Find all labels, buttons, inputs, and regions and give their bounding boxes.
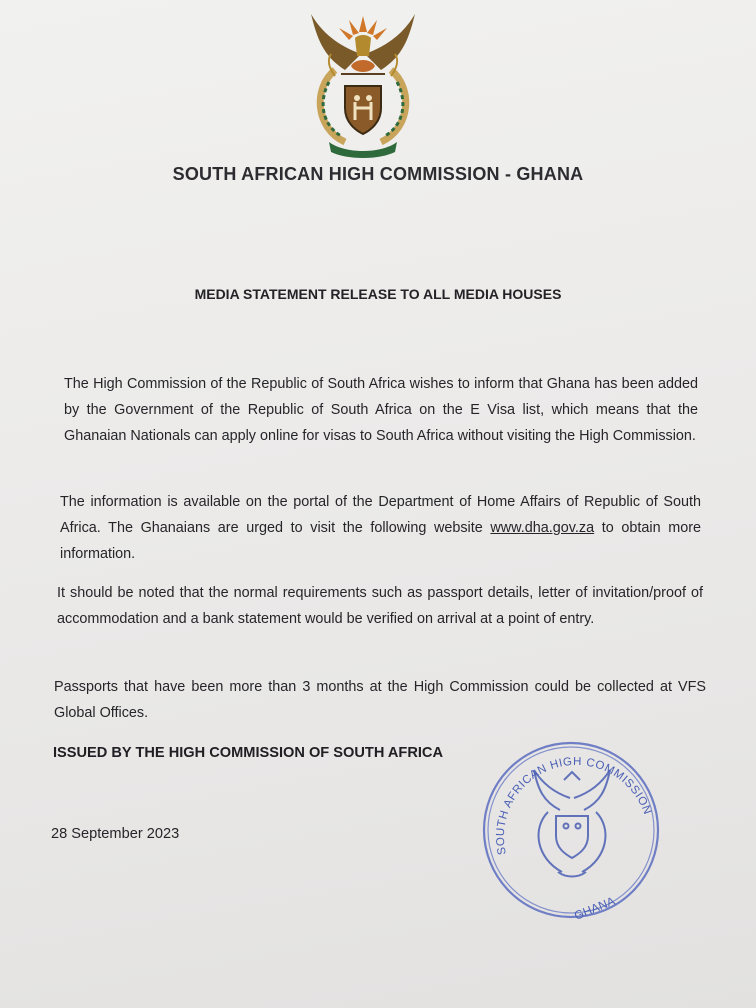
letterhead-title: SOUTH AFRICAN HIGH COMMISSION - GHANA <box>172 164 584 184</box>
stamp-location: GHANA <box>572 893 617 923</box>
right-wing <box>365 14 415 70</box>
paragraph-portal-text-before: The information is available on the portal of the Department of Home Affairs of Republic of South Africa. The Ghanaians are urged to visit the following website <box>60 494 701 536</box>
paragraph-portal <box>60 489 701 567</box>
stamp-text: SOUTH AFRICAN HIGH COMMISSION <box>494 755 654 856</box>
protea <box>351 60 375 72</box>
south-africa-coat-of-arms-icon <box>305 8 421 158</box>
official-seal-icon <box>478 736 664 928</box>
motto-ribbon <box>329 142 397 158</box>
statement-date: 28 September 2023 <box>51 826 180 842</box>
paragraph-passports: Passports that have been more than 3 months at the High Commission could be collected at VFS Global Offices. <box>54 679 706 721</box>
paragraph-evisa: The High Commission of the Republic of South Africa wishes to inform that Ghana has been added by the Government of the Republic of South Africa on the E Visa list, which means that the Ghanaian Nationals can apply online for visas to South Africa without visiting the High Commission. <box>64 376 698 444</box>
paragraph-portal-text-after: to obtain more information. <box>60 520 702 562</box>
stamp-emblem <box>534 770 610 877</box>
paragraph-requirements: It should be noted that the normal requirements such as passport details, letter of invitation/proof of accommodation and a bank statement would be verified on arrival at a point of entry. <box>57 585 703 627</box>
shield <box>345 86 381 134</box>
left-wing <box>311 14 361 70</box>
issued-by: ISSUED BY THE HIGH COMMISSION OF SOUTH AFRICA <box>53 745 443 761</box>
statement-title: MEDIA STATEMENT RELEASE TO ALL MEDIA HOUSES <box>194 286 562 302</box>
dha-website-link[interactable]: www.dha.gov.za <box>490 520 595 536</box>
